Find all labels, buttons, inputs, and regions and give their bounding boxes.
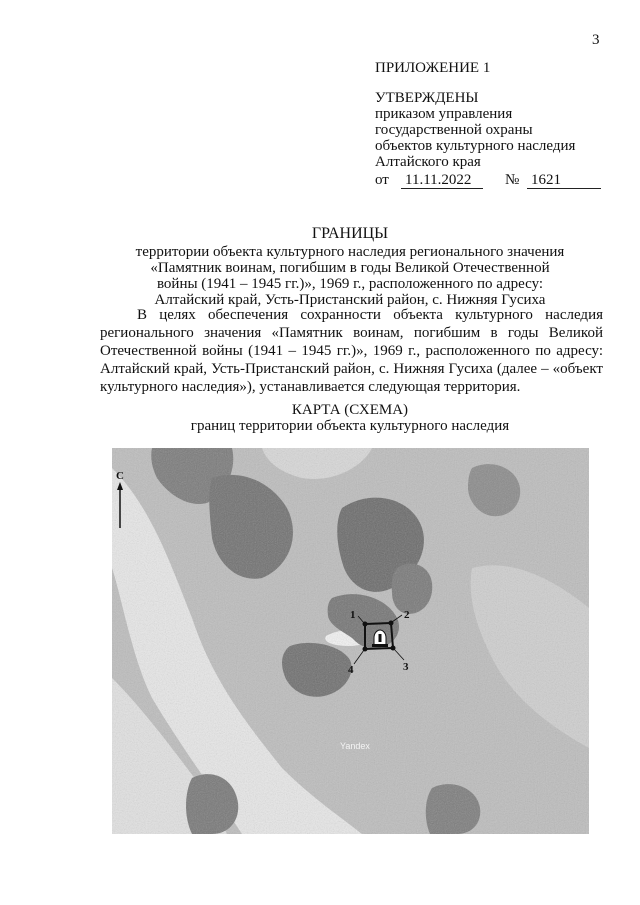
map-caption-subheading: границ территории объекта культурного наследия (190, 418, 510, 434)
order-number: 1621 (527, 172, 601, 189)
approval-line: государственной охраны (375, 122, 533, 138)
order-date: 11.11.2022 (401, 172, 483, 189)
approval-block (375, 60, 625, 189)
title-line: Алтайский край, Усть-Пристанский район, с. Нижняя Гусиха (154, 292, 546, 308)
point-label-1: 1 (350, 609, 356, 621)
from-label: от (375, 172, 389, 188)
title-line: «Памятник воинам, погибшим в годы Великой Отечественной (150, 260, 550, 276)
point-label-3: 3 (403, 661, 409, 673)
body-paragraph: В целях обеспечения сохранности объекта культурного наследия регионального значения «Памятник воинам, погибшим в годы Великой Отечественной войны (1941 – 1945 гг.)», 1969 г., расположенного по адресу: Алтайский край, Усть-Пристанский район, с. Нижняя Гусиха (далее – «объект культурного наследия»), устанавливается следующая территория. (100, 307, 603, 395)
point-label-4: 4 (348, 664, 354, 676)
map-scheme (112, 448, 589, 834)
approval-line: Алтайского края (375, 154, 481, 170)
map-watermark: Yandex (340, 741, 370, 751)
number-sign: № (505, 172, 520, 188)
map-caption-heading: КАРТА (СХЕМА) (291, 402, 409, 418)
title-heading: ГРАНИЦЫ (311, 225, 389, 242)
point-label-2: 2 (404, 609, 410, 621)
title-line: войны (1941 – 1945 гг.)», 1969 г., расположенного по адресу: (156, 276, 544, 292)
map-caption (100, 402, 600, 434)
document-title (100, 226, 600, 308)
approval-line: приказом управления (375, 106, 513, 122)
approved-label: УТВЕРЖДЕНЫ (375, 90, 479, 106)
map-image (112, 448, 589, 834)
north-label: С (116, 470, 124, 482)
order-line (375, 172, 625, 189)
approval-line: объектов культурного наследия (375, 138, 576, 154)
title-line: территории объекта культурного наследия регионального значения (135, 244, 565, 260)
appendix-label: ПРИЛОЖЕНИЕ 1 (375, 60, 491, 76)
page-number: 3 (592, 32, 600, 48)
